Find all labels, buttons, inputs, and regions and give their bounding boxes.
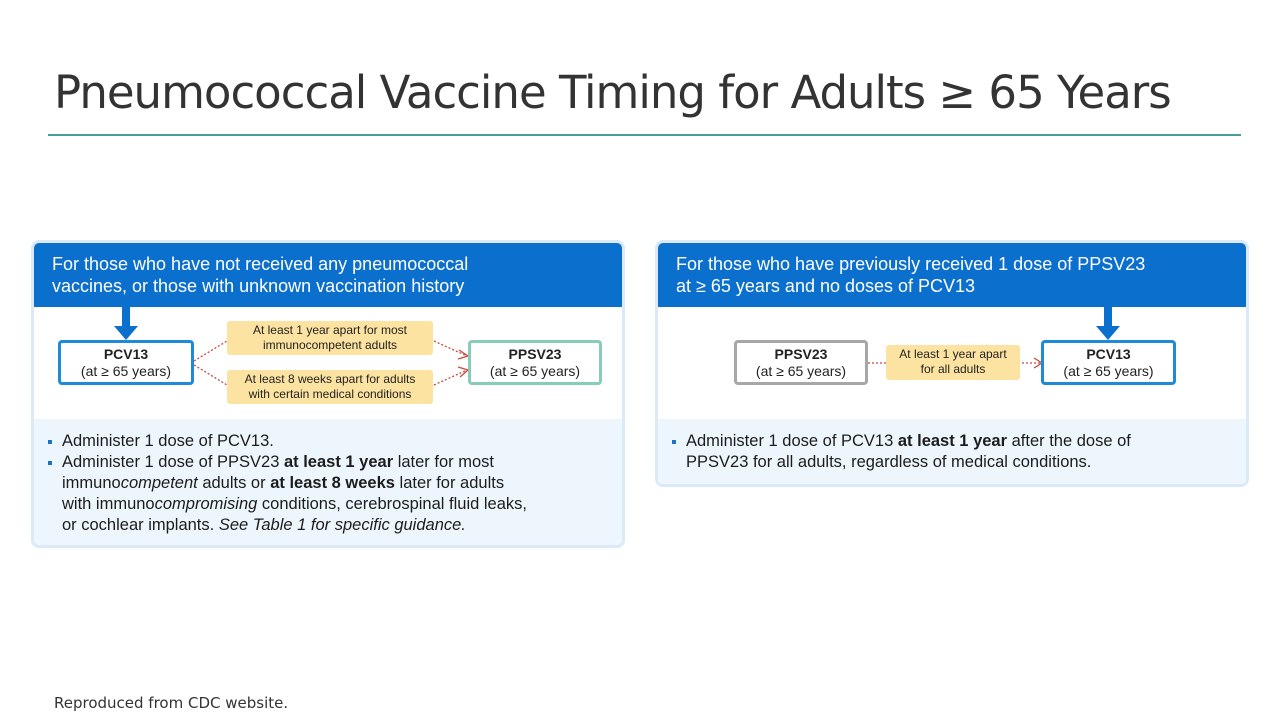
bullet-text: adults or <box>197 474 271 492</box>
panel-prior-ppsv23 <box>655 240 1249 487</box>
instruction-bullet <box>46 452 608 536</box>
bullet-text: Administer 1 dose of PCV13 <box>686 432 898 450</box>
note-line: At least 1 year apart <box>899 347 1007 361</box>
bullet-text: later for most <box>393 453 494 471</box>
panel-no-prior-vaccines <box>31 240 625 548</box>
panel-header <box>34 243 622 307</box>
vaccine-age: (at ≥ 65 years) <box>489 363 581 379</box>
vaccine-age: (at ≥ 65 years) <box>755 363 847 379</box>
bullet-italic: See Table 1 for specific guidance. <box>218 516 466 534</box>
bullet-text: immuno <box>62 474 121 492</box>
instruction-bullet <box>46 431 608 452</box>
vaccine-name: PCV13 <box>103 346 149 362</box>
pcv13-box <box>58 340 194 385</box>
note-line: At least 1 year apart for most <box>252 323 408 337</box>
bullet-emphasis: at least 1 year <box>897 432 1008 450</box>
vaccine-name: PPSV23 <box>774 346 828 362</box>
vaccine-age: (at ≥ 65 years) <box>1063 363 1154 379</box>
panel-header <box>658 243 1246 307</box>
note-line: with certain medical conditions <box>248 387 412 401</box>
bullet-italic: compromising <box>154 495 258 513</box>
bullet-text: Administer 1 dose of PCV13. <box>62 432 274 450</box>
interval-note-immunocompetent <box>227 321 433 355</box>
panel-instructions <box>34 419 622 545</box>
bullet-text: after the dose of <box>1007 432 1131 450</box>
bullet-text: PPSV23 for all adults, regardless of medical conditions. <box>686 453 1092 471</box>
header-line-2: vaccines, or those with unknown vaccination history <box>52 276 465 296</box>
panel-instructions <box>658 419 1246 484</box>
vaccine-name: PPSV23 <box>508 346 562 362</box>
bullet-text: or cochlear implants. <box>62 516 219 534</box>
bullet-emphasis: at least 8 weeks <box>270 474 395 492</box>
interval-note-medical-conditions <box>227 370 433 404</box>
interval-note-all-adults <box>886 345 1020 380</box>
ppsv23-box <box>734 340 868 385</box>
bullet-text: conditions, cerebrospinal fluid leaks, <box>257 495 527 513</box>
pcv13-box <box>1041 340 1176 385</box>
header-line-2: at ≥ 65 years and no doses of PCV13 <box>676 276 976 296</box>
instruction-bullet <box>670 431 1232 473</box>
bullet-text: later for adults <box>394 474 505 492</box>
note-line: for all adults <box>920 362 986 376</box>
bullet-italic: competent <box>120 474 198 492</box>
note-line: At least 8 weeks apart for adults <box>244 372 416 386</box>
title-divider <box>48 134 1241 136</box>
down-arrow-icon <box>1094 304 1122 342</box>
bullet-text: with immuno <box>62 495 155 513</box>
vaccine-name: PCV13 <box>1086 346 1131 362</box>
header-line-1: For those who have not received any pneumococcal <box>52 254 469 274</box>
note-line: immunocompetent adults <box>262 338 398 352</box>
bullet-emphasis: at least 1 year <box>283 453 394 471</box>
header-line-1: For those who have previously received 1 dose of PPSV23 <box>676 254 1146 274</box>
source-credit: Reproduced from CDC website. <box>54 694 289 712</box>
ppsv23-box <box>468 340 602 385</box>
bullet-text: Administer 1 dose of PPSV23 <box>62 453 284 471</box>
slide-title: Pneumococcal Vaccine Timing for Adults ≥ 65 Years <box>54 66 1171 119</box>
down-arrow-icon <box>112 304 140 342</box>
vaccine-age: (at ≥ 65 years) <box>80 363 172 379</box>
